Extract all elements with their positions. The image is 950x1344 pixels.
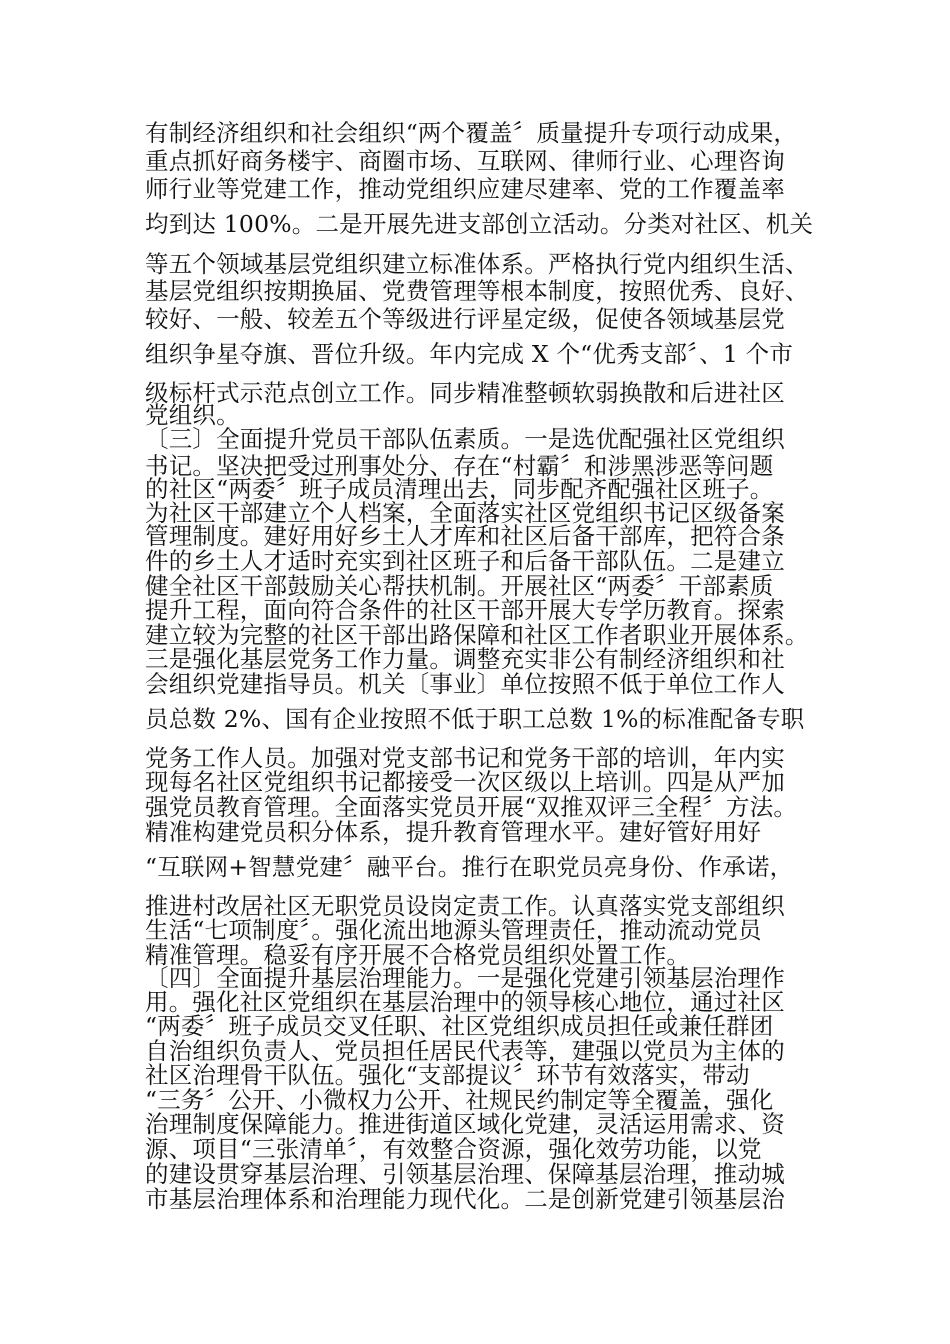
text-line: 源、项目“三张清单〞，有效整合资源，强化效劳功能，以党: [145, 1135, 762, 1163]
text-line: “互联网+智慧党建〞融平台。推行在职党员亮身份、作承诺，: [145, 853, 794, 881]
text-line: 三是强化基层党务工作力量。调整充实非公有制经济组织和社: [145, 645, 785, 673]
text-line: 等五个领域基层党组织建立标准体系。严格执行党内组织生活、: [145, 250, 809, 278]
text-line: 员总数 2%、国有企业按照不低于职工总数 1%的标准配备专职: [145, 705, 805, 733]
text-line: 治理制度保障能力。推进街道区域化党建，灵活运用需求、资: [145, 1110, 785, 1138]
text-line: 〔四〕全面提升基层治理能力。一是强化党建引领基层治理作: [145, 964, 785, 992]
text-line: 推进村改居社区无职党员设岗定责工作。认真落实党支部组织: [145, 892, 785, 920]
text-line: 均到达 100%。二是开展先进支部创立活动。分类对社区、机关: [145, 210, 814, 238]
text-line: 市基层治理体系和治理能力现代化。二是创新党建引领基层治: [145, 1185, 785, 1213]
text-line: “两委〞班子成员交叉任职、社区党组织成员担任或兼任群团: [145, 1012, 774, 1040]
text-line: 健全社区干部鼓励关心帮扶机制。开展社区“两委〞干部素质: [145, 572, 774, 600]
text-line: 基层党组织按期换届、党费管理等根本制度，按照优秀、良好、: [145, 277, 809, 305]
text-line: 用。强化社区党组织在基层治理中的领导核心地位，通过社区: [145, 988, 785, 1016]
text-line: 社区治理骨干队伍。强化“支部提议〞环节有效落实，带动: [145, 1061, 750, 1089]
text-line: 书记。坚决把受过刑事处分、存在“村霸〞和涉黑涉恶等问题: [145, 452, 774, 480]
text-line: 级标杆式示范点创立工作。同步精准整顿软弱换散和后进社区: [145, 379, 785, 407]
text-line: 精准构建党员积分体系，提升教育管理水平。建好管好用好: [145, 818, 762, 846]
text-line: 重点抓好商务楼宇、商圈市场、互联网、律师行业、心理咨询: [145, 147, 785, 175]
text-line: 件的乡土人才适时充实到社区班子和后备干部队伍。二是建立: [145, 547, 785, 575]
text-line: 为社区干部建立个人档案，全面落实社区党组织书记区级备案: [145, 499, 785, 527]
text-line: 生活“七项制度〞。强化流出地源头管理责任，推动流动党员: [145, 916, 762, 944]
text-line: 管理制度。建好用好乡土人才库和社区后备干部库，把符合条: [145, 522, 785, 550]
text-line: “三务〞公开、小微权力公开、社规民约制定等全覆盖，强化: [145, 1086, 774, 1114]
text-line: 建立较为完整的社区干部出路保障和社区工作者职业开展体系。: [145, 621, 809, 649]
text-line: 强党员教育管理。全面落实党员开展“双推双评三全程〞方法。: [145, 793, 798, 821]
text-line: 党务工作人员。加强对党支部书记和党务干部的培训，年内实: [145, 744, 785, 772]
text-line: 会组织党建指导员。机关〔事业〕单位按照不低于单位工作人: [145, 670, 785, 698]
text-line: 提升工程，面向符合条件的社区干部开展大专学历教育。探索: [145, 596, 785, 624]
text-line: 较好、一般、较差五个等级进行评星定级，促使各领域基层党: [145, 305, 785, 333]
text-line: 党组织。: [145, 401, 240, 429]
text-line: 〔三〕全面提升党员干部队伍素质。一是选优配强社区党组织: [145, 425, 785, 453]
text-line: 有制经济组织和社会组织“两个覆盖〞质量提升专项行动成果，: [145, 119, 798, 147]
text-line: 的社区“两委〞班子成员清理出去，同步配齐配强社区班子。: [145, 475, 774, 503]
text-line: 组织争星夺旗、晋位升级。年内完成 X 个“优秀支部〞、1 个市: [145, 340, 794, 368]
text-line: 精准管理。稳妥有序开展不合格党员组织处置工作。: [145, 941, 691, 969]
text-line: 现每名社区党组织书记都接受一次区级以上培训。四是从严加: [145, 768, 785, 796]
text-line: 自治组织负责人、党员担任居民代表等，建强以党员为主体的: [145, 1037, 785, 1065]
text-line: 的建设贯穿基层治理、引领基层治理、保障基层治理，推动城: [145, 1160, 785, 1188]
text-line: 师行业等党建工作，推动党组织应建尽建率、党的工作覆盖率: [145, 175, 785, 203]
